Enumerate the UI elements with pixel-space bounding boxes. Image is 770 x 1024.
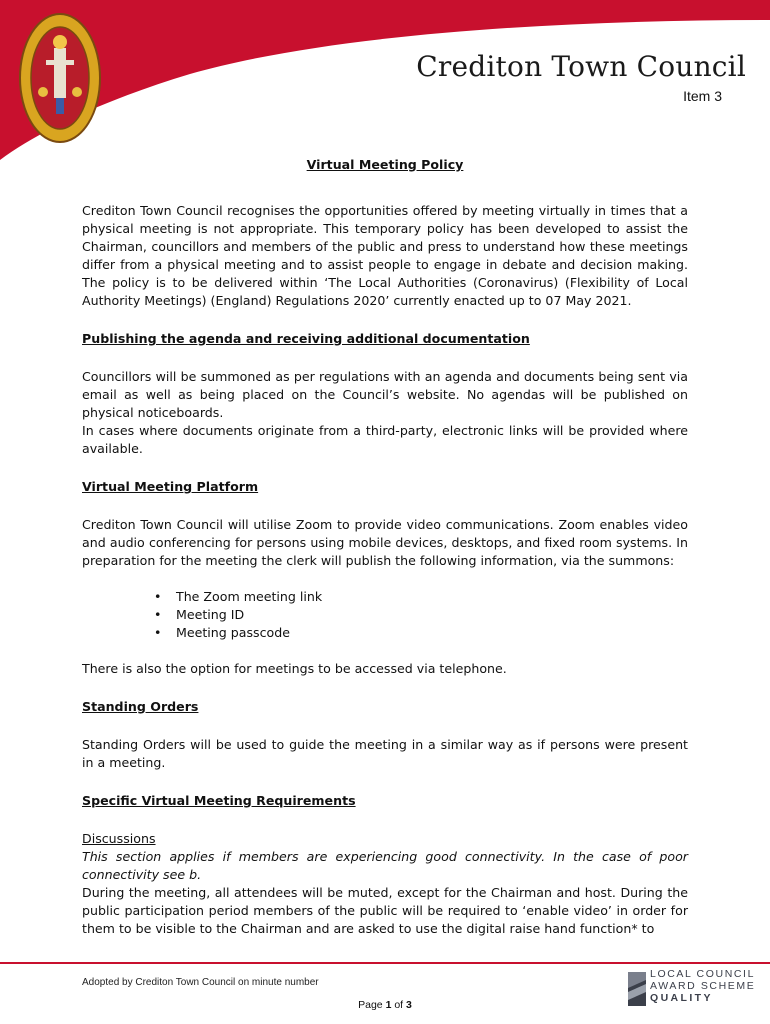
document-title: Virtual Meeting Policy — [306, 157, 464, 172]
award-scheme-logo — [626, 968, 756, 1010]
section-heading-publishing: Publishing the agenda and receiving additional documentation — [82, 331, 530, 346]
platform-paragraph-2: There is also the option for meetings to be accessed via telephone. — [82, 661, 507, 676]
council-name: Crediton Town Council — [416, 50, 746, 83]
section-heading-standing-orders: Standing Orders — [82, 699, 199, 714]
list-item: • The Zoom meeting link — [176, 588, 688, 606]
footer-adopted-note: Adopted by Crediton Town Council on minute number — [82, 977, 319, 988]
list-item: • Meeting ID — [176, 606, 688, 624]
section-heading-requirements: Specific Virtual Meeting Requirements — [82, 793, 356, 808]
publishing-paragraph-2: In cases where documents originate from a third-party, electronic links will be provided where available. — [82, 423, 688, 456]
logo-line-3: QUALITY — [650, 992, 713, 1004]
requirements-paragraph-1: During the meeting, all attendees will be muted, except for the Chairman and host. During the public participation period members of the public will be required to ‘enable video’ in order for them to be visible to the Chairman and are asked to use the digital raise hand function* to — [82, 885, 688, 936]
page-total: 3 — [406, 999, 412, 1011]
platform-paragraph-1: Crediton Town Council will utilise Zoom to provide video communications. Zoom enables video and audio conferencing for persons using mobile devices, desktops, and fixed room systems. In preparation for the meeting the clerk will publish the following information, via the summons: — [82, 517, 688, 568]
platform-bullet-list — [82, 588, 688, 642]
list-item: • Meeting passcode — [176, 624, 688, 642]
publishing-paragraph-1: Councillors will be summoned as per regulations with an agenda and documents being sent via email as well as being placed on the Council’s website. No agendas will be published on physical noticeboards. — [82, 369, 688, 420]
page-prefix: Page — [358, 999, 386, 1011]
intro-paragraph: Crediton Town Council recognises the opportunities offered by meeting virtually in times that a physical meeting is not appropriate. This temporary policy has been developed to assist the Chairman, councillors and members of the public and press to understand how these meetings differ from a physical meeting and to assist people to engage in debate and decision making. The policy is to be delivered within ‘The Local Authorities (Coronavirus) (Flexibility of Local Authority Meetings) (England) Regulations 2020’ currently enacted up to 07 May 2021. — [82, 203, 688, 308]
logo-line-1: LOCAL COUNCIL — [650, 968, 756, 980]
town-seal — [18, 12, 102, 144]
header-band — [0, 0, 770, 170]
item-label: Item 3 — [683, 88, 722, 104]
award-scheme-icon — [626, 968, 648, 1010]
footer-divider — [0, 962, 770, 964]
document-body — [82, 156, 688, 938]
requirements-italic-note: This section applies if members are experiencing good connectivity. In the case of poor connectivity see b. — [82, 849, 688, 882]
subheading-discussions: Discussions — [82, 831, 156, 846]
page-mid: of — [391, 999, 407, 1011]
page-current: 1 — [385, 999, 392, 1011]
standing-orders-paragraph: Standing Orders will be used to guide the meeting in a similar way as if persons were present in a meeting. — [82, 737, 688, 770]
section-heading-platform: Virtual Meeting Platform — [82, 479, 259, 494]
logo-line-2: AWARD SCHEME — [650, 980, 756, 992]
